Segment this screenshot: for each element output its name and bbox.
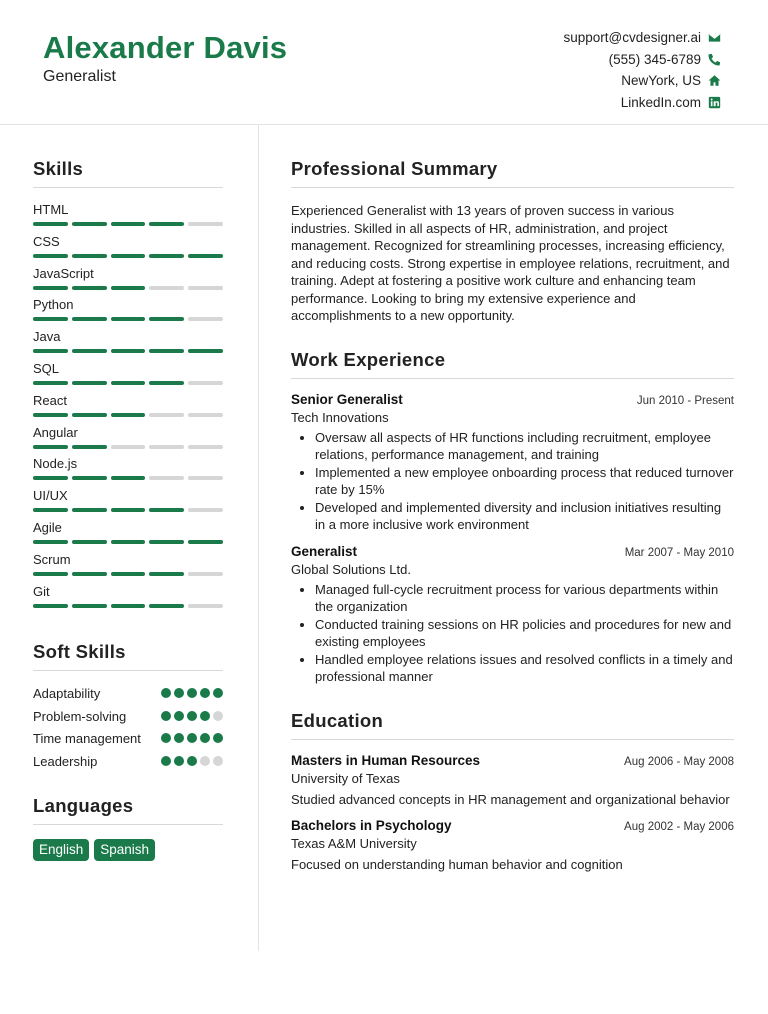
skill-level-bar — [33, 349, 223, 353]
skill-level-segment — [149, 572, 184, 576]
skill-level-segment — [149, 476, 184, 480]
left-column — [33, 158, 223, 861]
skill-level-segment — [149, 254, 184, 258]
jobs-list — [291, 392, 734, 686]
skill-level-bar — [33, 604, 223, 608]
skill-level-segment — [149, 381, 184, 385]
skill-level-segment — [111, 540, 146, 544]
skill-level-bar — [33, 445, 223, 449]
education-title: Education — [291, 710, 734, 740]
soft-skill-rating — [161, 708, 223, 721]
rating-dot — [161, 711, 171, 721]
job-company: Tech Innovations — [291, 409, 389, 425]
skill-level-segment — [72, 540, 107, 544]
skill-level-segment — [111, 381, 146, 385]
skill-level-bar — [33, 286, 223, 290]
candidate-name: Alexander Davis — [43, 30, 288, 65]
language-badge: Spanish — [94, 839, 155, 861]
rating-dot — [187, 711, 197, 721]
work-title: Work Experience — [291, 349, 734, 379]
resume-header — [0, 0, 768, 125]
soft-skill-rating — [161, 753, 223, 766]
rating-dot — [200, 688, 210, 698]
job-date: Mar 2007 - May 2010 — [624, 546, 734, 559]
skill-level-segment — [188, 572, 223, 576]
skill-level-segment — [188, 508, 223, 512]
soft-skill-item — [33, 753, 223, 770]
skill-level-segment — [72, 254, 107, 258]
soft-skill-item — [33, 685, 223, 702]
education-description: Focused on understanding human behavior and cognition — [291, 857, 623, 872]
education-section — [291, 710, 734, 874]
skill-level-segment — [33, 572, 68, 576]
rating-dot — [161, 756, 171, 766]
languages-title: Languages — [33, 795, 223, 825]
skills-list — [33, 202, 223, 615]
contact-linkedin[interactable] — [421, 92, 721, 114]
contact-linkedin-text: LinkedIn.com — [620, 94, 701, 110]
skill-level-segment — [111, 476, 146, 480]
rating-dot — [200, 733, 210, 743]
skill-level-segment — [33, 445, 68, 449]
education-entry — [291, 818, 734, 874]
job-bullet: • Oversaw all aspects of HR functions including recruitment, employee relations, performance management, and training — [315, 429, 734, 464]
skill-name: SQL — [33, 360, 60, 376]
skill-level-segment — [111, 286, 146, 290]
languages-section — [33, 795, 223, 861]
skill-level-segment — [111, 254, 146, 258]
job-bullet: • Conducted training sessions on HR policies and procedures for new and existing employees — [315, 616, 734, 651]
skill-item — [33, 202, 223, 234]
contact-info — [421, 27, 721, 113]
job-entry — [291, 544, 734, 686]
skill-level-segment — [149, 508, 184, 512]
skill-name: Node.js — [33, 456, 78, 472]
skill-level-segment — [72, 286, 107, 290]
skill-level-segment — [111, 349, 146, 353]
rating-dot — [161, 733, 171, 743]
job-header — [291, 392, 734, 407]
column-divider — [258, 125, 259, 951]
skill-level-segment — [72, 381, 107, 385]
skill-level-segment — [188, 381, 223, 385]
skill-level-segment — [33, 381, 68, 385]
skill-level-segment — [33, 222, 68, 226]
skill-level-bar — [33, 381, 223, 385]
skill-item — [33, 297, 223, 329]
skill-name: CSS — [33, 233, 60, 249]
skill-level-bar — [33, 254, 223, 258]
skill-level-segment — [33, 317, 68, 321]
contact-email-text: support@cvdesigner.ai — [563, 30, 701, 46]
skill-level-segment — [33, 476, 68, 480]
job-bullets — [291, 429, 734, 534]
linkedin-icon — [707, 95, 721, 109]
skill-level-segment — [111, 572, 146, 576]
skill-level-segment — [149, 286, 184, 290]
education-header — [291, 818, 734, 833]
rating-dot — [200, 756, 210, 766]
skill-level-segment — [149, 604, 184, 608]
candidate-role: Generalist — [43, 68, 116, 85]
skill-level-segment — [111, 317, 146, 321]
skill-level-segment — [188, 349, 223, 353]
skill-level-bar — [33, 222, 223, 226]
rating-dot — [174, 733, 184, 743]
skill-name: UI/UX — [33, 488, 68, 504]
skill-level-segment — [149, 445, 184, 449]
skill-level-segment — [188, 222, 223, 226]
languages-list — [33, 839, 223, 861]
skill-name: Angular — [33, 424, 78, 440]
skill-level-segment — [149, 349, 184, 353]
rating-dot — [187, 688, 197, 698]
contact-phone[interactable] — [421, 49, 721, 71]
skill-level-segment — [111, 413, 146, 417]
degree-title: Masters in Human Resources — [291, 752, 481, 768]
skill-level-segment — [188, 604, 223, 608]
skill-level-segment — [72, 604, 107, 608]
skill-level-segment — [72, 413, 107, 417]
soft-skill-rating — [161, 730, 223, 743]
education-header — [291, 753, 734, 768]
skill-level-segment — [72, 572, 107, 576]
skill-level-bar — [33, 508, 223, 512]
summary-text: Experienced Generalist with 13 years of proven success in various industries. Skilled in all aspects of HR, administration, and project management. Recognized for streamlining processes, increasing efficiency, and reducing costs. Strong expertise in employee relations, recruitment, and training. Adept at fostering a positive work culture and enhancing team performance. Looking to bring my extensive experience and accomplishments to a new opportunity. — [291, 203, 730, 323]
degree-title: Bachelors in Psychology — [291, 818, 452, 833]
rating-dot — [161, 688, 171, 698]
rating-dot — [187, 756, 197, 766]
school-name: University of Texas — [291, 770, 400, 786]
soft-skills-list — [33, 685, 223, 770]
skill-item — [33, 552, 223, 584]
skills-title: Skills — [33, 158, 223, 188]
skill-name: Python — [33, 297, 74, 313]
skill-name: HTML — [33, 202, 69, 217]
rating-dot — [174, 688, 184, 698]
rating-dot — [187, 733, 197, 743]
skill-level-segment — [72, 349, 107, 353]
job-bullets — [291, 581, 734, 686]
skill-level-segment — [33, 508, 68, 512]
skill-level-segment — [33, 349, 68, 353]
skill-level-segment — [188, 476, 223, 480]
summary-title: Professional Summary — [291, 158, 734, 188]
soft-skills-title: Soft Skills — [33, 641, 223, 671]
skill-level-segment — [188, 317, 223, 321]
skill-level-bar — [33, 540, 223, 544]
right-column — [291, 158, 734, 874]
soft-skill-item — [33, 708, 223, 725]
skill-item — [33, 488, 223, 520]
skill-level-segment — [72, 445, 107, 449]
job-bullet: • Developed and implemented diversity and inclusion initiatives resulting in a more inclusive work environment — [315, 499, 734, 534]
language-badge: English — [33, 839, 89, 861]
education-entry — [291, 753, 734, 809]
skill-level-bar — [33, 317, 223, 321]
skills-section — [33, 158, 223, 615]
skill-item — [33, 329, 223, 361]
contact-email[interactable] — [421, 27, 721, 49]
envelope-icon — [707, 31, 721, 45]
soft-skill-item — [33, 730, 223, 747]
rating-dot — [174, 756, 184, 766]
soft-skill-rating — [161, 685, 223, 698]
skill-item — [33, 584, 223, 616]
skill-level-segment — [33, 604, 68, 608]
work-section — [291, 349, 734, 686]
education-date: Aug 2002 - May 2006 — [624, 821, 734, 833]
skill-level-segment — [111, 222, 146, 226]
rating-dot — [200, 711, 210, 721]
skill-level-segment — [33, 254, 68, 258]
skill-level-segment — [188, 254, 223, 258]
skill-level-segment — [188, 413, 223, 417]
skill-level-segment — [149, 222, 184, 226]
skill-level-segment — [72, 222, 107, 226]
skill-item — [33, 456, 223, 488]
rating-dot — [174, 711, 184, 721]
soft-skill-name: Problem-solving — [33, 708, 127, 724]
job-entry — [291, 392, 734, 534]
job-company: Global Solutions Ltd. — [291, 561, 411, 577]
phone-icon — [707, 52, 721, 66]
job-bullet: • Handled employee relations issues and resolved conflicts in a timely and professional manner — [315, 651, 734, 686]
contact-location — [421, 70, 721, 92]
skill-level-segment — [111, 445, 146, 449]
school-name: Texas A&M University — [291, 836, 417, 851]
soft-skill-name: Adaptability — [33, 686, 101, 702]
skill-item — [33, 393, 223, 425]
skill-item — [33, 266, 223, 298]
skill-level-segment — [33, 413, 68, 417]
job-title: Generalist — [291, 543, 358, 559]
skill-level-bar — [33, 413, 223, 417]
skill-level-segment — [33, 286, 68, 290]
skill-item — [33, 361, 223, 393]
contact-phone-text: (555) 345-6789 — [608, 51, 701, 67]
skill-item — [33, 520, 223, 552]
skill-level-bar — [33, 476, 223, 480]
education-date: Aug 2006 - May 2008 — [624, 755, 734, 768]
skill-level-segment — [111, 508, 146, 512]
job-header — [291, 544, 734, 559]
skill-level-segment — [188, 286, 223, 290]
rating-dot — [213, 756, 223, 766]
skill-level-segment — [111, 604, 146, 608]
skill-name: React — [33, 392, 67, 408]
contact-location-text: NewYork, US — [621, 73, 701, 89]
skill-level-segment — [72, 476, 107, 480]
summary-section — [291, 158, 734, 325]
skill-item — [33, 234, 223, 266]
education-list — [291, 753, 734, 874]
skill-level-segment — [149, 317, 184, 321]
skill-level-segment — [149, 540, 184, 544]
job-bullet: • Managed full-cycle recruitment process for various departments within the organization — [315, 581, 734, 616]
job-title: Senior Generalist — [291, 391, 403, 407]
skill-level-segment — [188, 445, 223, 449]
skill-name: Scrum — [33, 551, 71, 567]
skill-level-segment — [188, 540, 223, 544]
soft-skill-name: Leadership — [33, 753, 98, 769]
job-bullet: • Implemented a new employee onboarding process that reduced turnover rate by 15% — [315, 464, 734, 499]
skill-name: JavaScript — [33, 265, 94, 281]
rating-dot — [213, 733, 223, 743]
skill-level-segment — [149, 413, 184, 417]
skill-level-segment — [33, 540, 68, 544]
rating-dot — [213, 711, 223, 721]
education-description: Studied advanced concepts in HR management and organizational behavior — [291, 791, 730, 807]
skill-level-segment — [72, 508, 107, 512]
soft-skills-section — [33, 641, 223, 770]
skill-name: Java — [33, 329, 61, 345]
skill-name: Git — [33, 583, 50, 599]
soft-skill-name: Time management — [33, 731, 141, 747]
skill-level-bar — [33, 572, 223, 576]
home-icon — [707, 74, 721, 88]
skill-item — [33, 425, 223, 457]
skill-name: Agile — [33, 519, 62, 535]
job-date: Jun 2010 - Present — [636, 394, 734, 407]
rating-dot — [213, 688, 223, 698]
skill-level-segment — [72, 317, 107, 321]
